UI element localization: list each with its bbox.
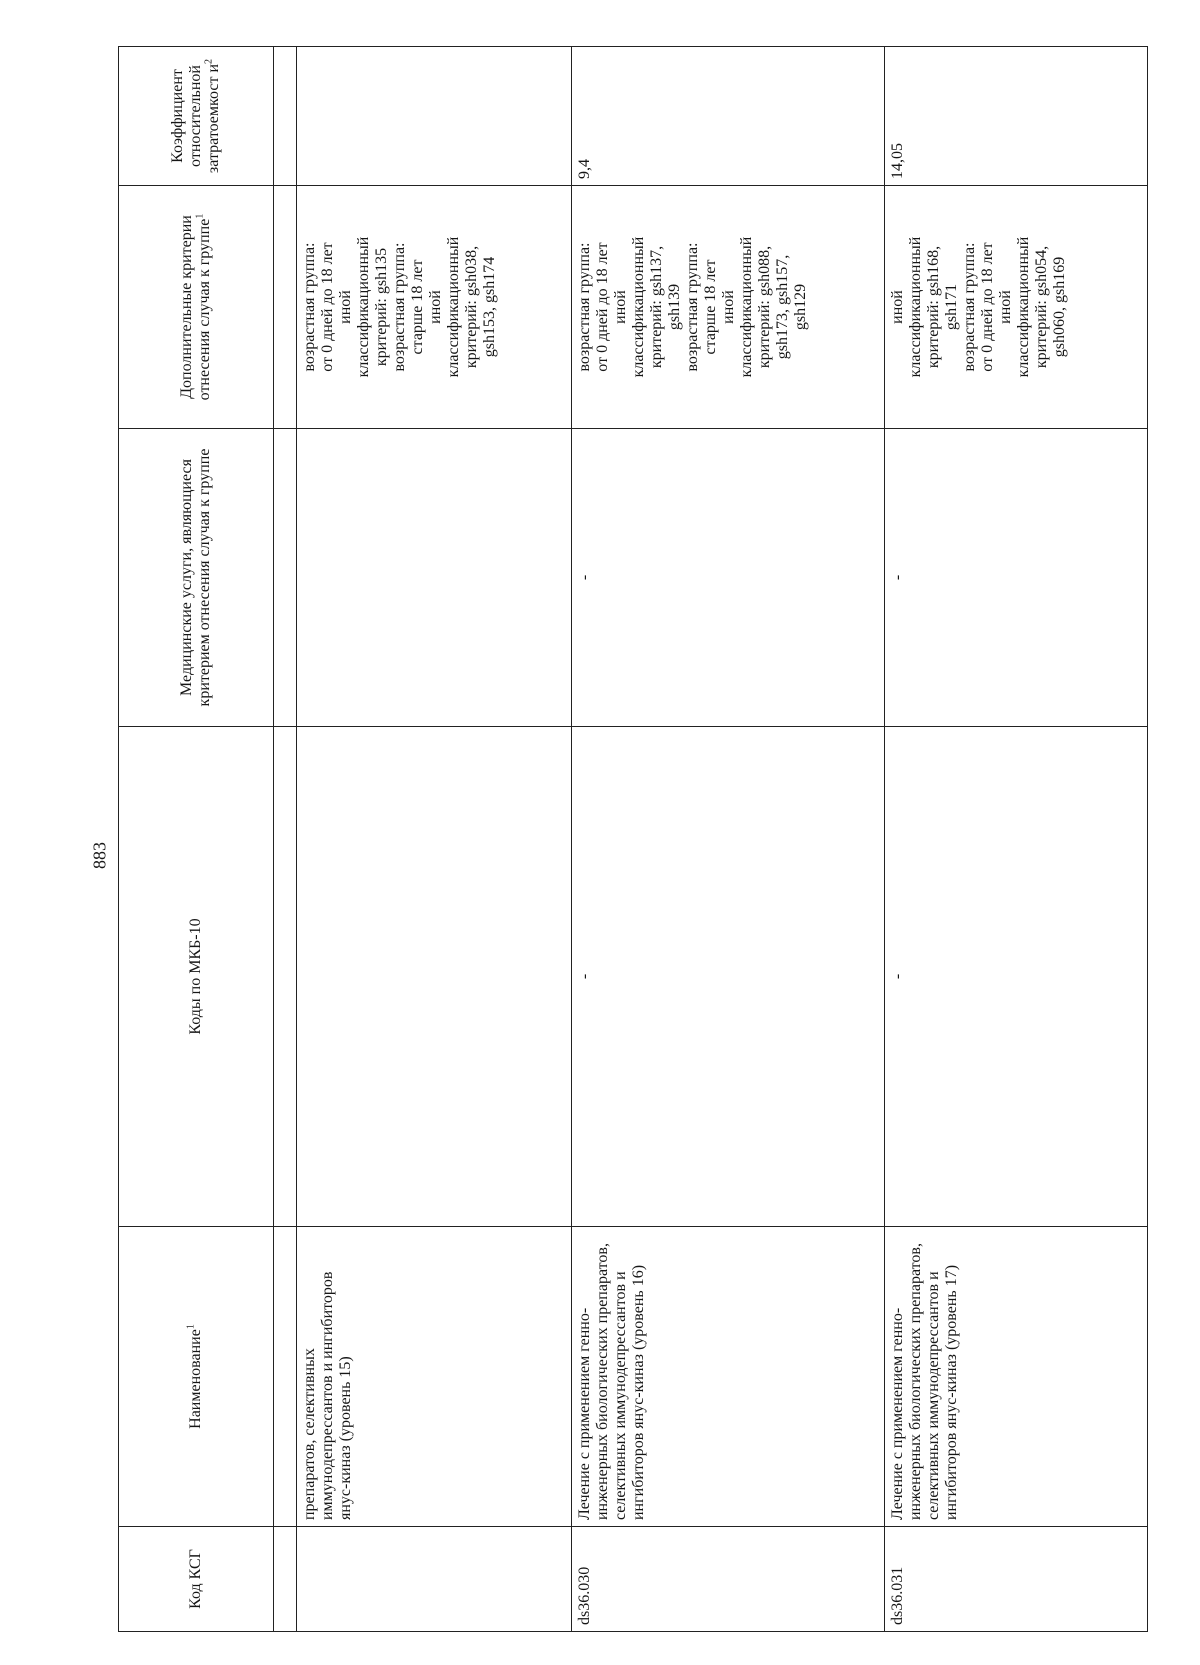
add-line: gsh129 <box>792 283 810 331</box>
cell-coef <box>296 47 572 186</box>
add-line: gsh171 <box>943 283 961 331</box>
kcg-table <box>118 46 1148 1632</box>
cell-mkb: - <box>885 727 1148 1227</box>
header-name <box>119 1227 274 1527</box>
spacer-cell <box>274 429 296 727</box>
cell-add <box>885 186 1148 429</box>
table-row <box>296 47 572 1632</box>
add-line: иной <box>336 290 354 324</box>
cell-add <box>572 186 885 429</box>
cell-coef: 9,4 <box>572 47 885 186</box>
add-line: классификационный <box>1015 236 1033 378</box>
cell-code: ds36.030 <box>572 1527 885 1632</box>
add-line: критерий: gsh137, <box>648 245 666 369</box>
header-add <box>119 186 274 429</box>
add-line: критерий: gsh135 <box>372 247 390 367</box>
header-coef-sup: 2 <box>203 58 215 64</box>
spacer-cell <box>274 186 296 429</box>
header-code: Код КСГ <box>119 1527 274 1632</box>
header-row <box>119 47 274 1632</box>
add-line: старше 18 лет <box>702 259 720 355</box>
header-coef-text: Коэффициент относительной затратоемкост и <box>169 63 223 174</box>
add-line: иной <box>720 290 738 324</box>
header-add-sup: 1 <box>194 213 206 219</box>
add-line: gsh139 <box>666 283 684 331</box>
add-line: возрастная группа: <box>300 242 318 372</box>
add-line: иной <box>426 290 444 324</box>
add-line: старше 18 лет <box>408 259 426 355</box>
table-row <box>885 47 1148 1632</box>
add-line: критерий: gsh038, <box>462 245 480 369</box>
cell-coef: 14,05 <box>885 47 1148 186</box>
add-line: классификационный <box>630 236 648 378</box>
cell-name: Лечение с применением генно-инженерных биологических препаратов, селективных иммунодепрессантов и ингибиторов янус-киназ (уровень 16) <box>572 1227 885 1527</box>
add-line: критерий: gsh054, <box>1033 245 1051 369</box>
page-number: 883 <box>89 842 110 869</box>
add-line: классификационный <box>444 236 462 378</box>
add-line: gsh060, gsh169 <box>1051 256 1069 358</box>
add-line: возрастная группа: <box>684 242 702 372</box>
add-line: критерий: gsh168, <box>925 245 943 369</box>
cell-med <box>296 429 572 727</box>
header-med: Медицинские услуги, являющиеся критерием отнесения случая к группе <box>119 429 274 727</box>
cell-code <box>296 1527 572 1632</box>
cell-name: препаратов, селективных иммунодепрессантов и ингибиторов янус-киназ (уровень 15) <box>296 1227 572 1527</box>
cell-code: ds36.031 <box>885 1527 1148 1632</box>
spacer-cell <box>274 47 296 186</box>
cell-name: Лечение с применением генно-инженерных биологических препаратов, селективных иммунодепрессантов и ингибиторов янус-киназ (уровень 17) <box>885 1227 1148 1527</box>
header-mkb: Коды по МКБ-10 <box>119 727 274 1227</box>
add-line: возрастная группа: <box>576 242 594 372</box>
add-line: от 0 дней до 18 лет <box>318 242 336 372</box>
spacer-row <box>274 47 296 1632</box>
add-line: классификационный <box>907 236 925 378</box>
cell-add <box>296 186 572 429</box>
table-row <box>572 47 885 1632</box>
header-add-text: Дополнительные критерии отнесения случая к группе <box>178 215 214 401</box>
add-line: возрастная группа: <box>390 242 408 372</box>
add-line: классификационный <box>354 236 372 378</box>
spacer-cell <box>274 1227 296 1527</box>
cell-mkb: - <box>572 727 885 1227</box>
add-line: от 0 дней до 18 лет <box>979 242 997 372</box>
add-line: иной <box>889 290 907 324</box>
add-line: иной <box>612 290 630 324</box>
add-line: возрастная группа: <box>961 242 979 372</box>
spacer-cell <box>274 727 296 1227</box>
header-name-text: Наименование <box>187 1329 205 1429</box>
header-name-sup: 1 <box>185 1324 197 1330</box>
spacer-cell <box>274 1527 296 1632</box>
add-line: иной <box>997 290 1015 324</box>
header-coef <box>119 47 274 186</box>
add-line: gsh173, gsh157, <box>774 254 792 360</box>
add-line: gsh153, gsh174 <box>480 256 498 358</box>
rotated-page <box>118 47 1148 1632</box>
cell-mkb <box>296 727 572 1227</box>
add-line: критерий: gsh088, <box>756 245 774 369</box>
cell-med: - <box>572 429 885 727</box>
add-line: от 0 дней до 18 лет <box>594 242 612 372</box>
add-line: классификационный <box>738 236 756 378</box>
cell-med: - <box>885 429 1148 727</box>
